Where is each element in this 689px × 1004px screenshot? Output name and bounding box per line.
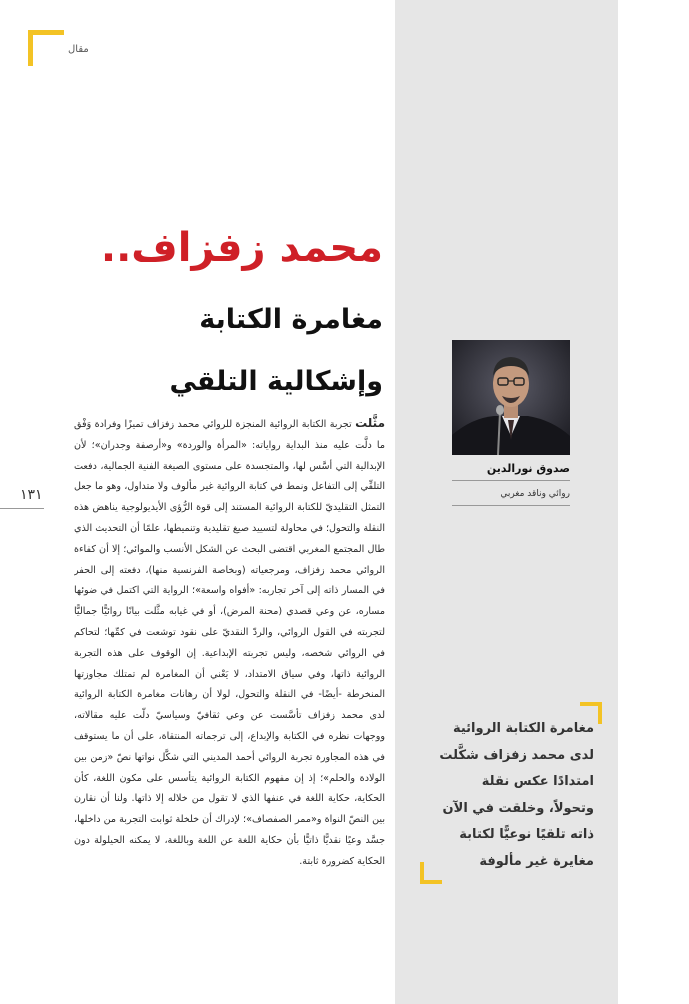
article-body — [74, 413, 385, 938]
quote-corner-top-vertical — [598, 702, 602, 724]
pull-quote-line: مغامرة الكتابة الروائية — [452, 721, 594, 736]
pull-quote-line: لدى محمد زفزاف شكَّلت — [439, 747, 594, 763]
page-number-rule — [0, 508, 44, 509]
pull-quote-line: ذاته تلقيًا نوعيًّا لكتابة — [459, 827, 594, 842]
article-subtitle-line2: وإشكالية التلقي — [169, 366, 383, 397]
pull-quote-text — [434, 716, 594, 875]
section-label — [28, 30, 89, 66]
article-lead-word: مثَّلت — [355, 416, 385, 430]
quote-corner-bottom-vertical — [420, 862, 424, 884]
pull-quote-line: مغايرة غير مألوفة — [479, 853, 594, 869]
author-name: صدوق نورالدين — [452, 458, 570, 481]
article-body-text: تجربة الكتابة الروائية المنجزة للروائي محمد زفزاف تميزًا وفرادة وَفْق ما دلَّت عليه منذ البداية رواياته: «المرأة والوردة» و«أرصفة وجدران»؛ لأن الإبدالية التي أسَّس لها، والمتجسدة على مستوى الصيغة الفنية الجمالية، دفعت التلقِّي إلى التفاعل ونمط في كتابة الروائية غير مألوف ولا متداول، وهو ما جعل التمثل التقليديّ للكتابة الروائية المستند إلى قوة الرُّؤى الأيديولوجية يناهض هذه النقلة والتحول؛ في محاولة لتسييد صيغ تقليدية وتنميطها، علمًا أن التحديث الذي طال المجتمع المغربي اقتضى البحث عن الشكل الأنسب والموائي؛ إلا أن كفاءة الروائي محمد زفزاف، ومرجعياته (وبخاصة الفرنسية منها)، دفعته إلى الحفر في المسار ذاته إلى آخر تجاربه: «أفواه واسعة»؛ الرواية التي اكتمل في ضوئها مساره، عن وعي قصدي (محنة المرض)، أو في غيابه مثَّلت بيانًا روائيًّا جماليًّا لتجربته في القول الروائي، والردّ النقديّ على نقود توشعت في كمِّها؛ لتحاكم في الروائي شخصه، وليس تجربته الإبداعية. إن الوقوف على هذه التجربة الروائية ذاتها، وفي سياق الامتداد، لا يَعْني أن المغامرة لم تمتلك مجاوزتها المنخرطة -أيضًا- في النقلة والتحول، لولا أن رهانات مغامرة الكتابة الروائية لدى محمد زفزاف تأسَّست عن وعي ثقافيّ وسياسيّ دلّت عليه مقالاته، ووجهات نظره في الكتابة والإبداع، إلى ترجماته المنتقاة، على أن ما يستوقف في هذه المجاورة تجربة الروائي أحمد المديني التي شكَّل نواتها نصّ «زمن بين الولادة والحلم»؛ إذ إن مفهوم الكتابة الروائية يتأسس على مكون اللغة، كأن الحكاية، حكاية اللغة في عنفها الذي لا تقول من خلاله إلا ذاتها. ولنا أن نقارن بين النصّ النواة و«ممر الصفصاف»؛ لإدراك أن خلخلة ثوابت التجربة من داخلها، جسَّد وعيًا نقديًّا ذاتيًّا بأن حكاية اللغة عن اللغة وباللغة، لا يمكنه الحيلولة دون الحكاية كضرورة ثابتة. — [74, 419, 385, 867]
section-label-text: مقال — [68, 44, 89, 55]
article-title: محمد زفزاف.. — [100, 225, 383, 271]
corner-accent-horizontal — [28, 30, 64, 35]
author-title: روائي وناقد مغربي — [452, 483, 570, 506]
article-subtitle-line1: مغامرة الكتابة — [199, 304, 383, 335]
pull-quote-line: وتحولاً، وخلقت في الآن — [442, 800, 594, 816]
pull-quote — [420, 702, 602, 884]
pull-quote-line: امتدادًا عكس نقلة — [481, 774, 594, 789]
corner-accent-vertical — [28, 30, 33, 66]
page-number: ١٣١ — [20, 487, 43, 503]
author-photo — [452, 340, 570, 455]
